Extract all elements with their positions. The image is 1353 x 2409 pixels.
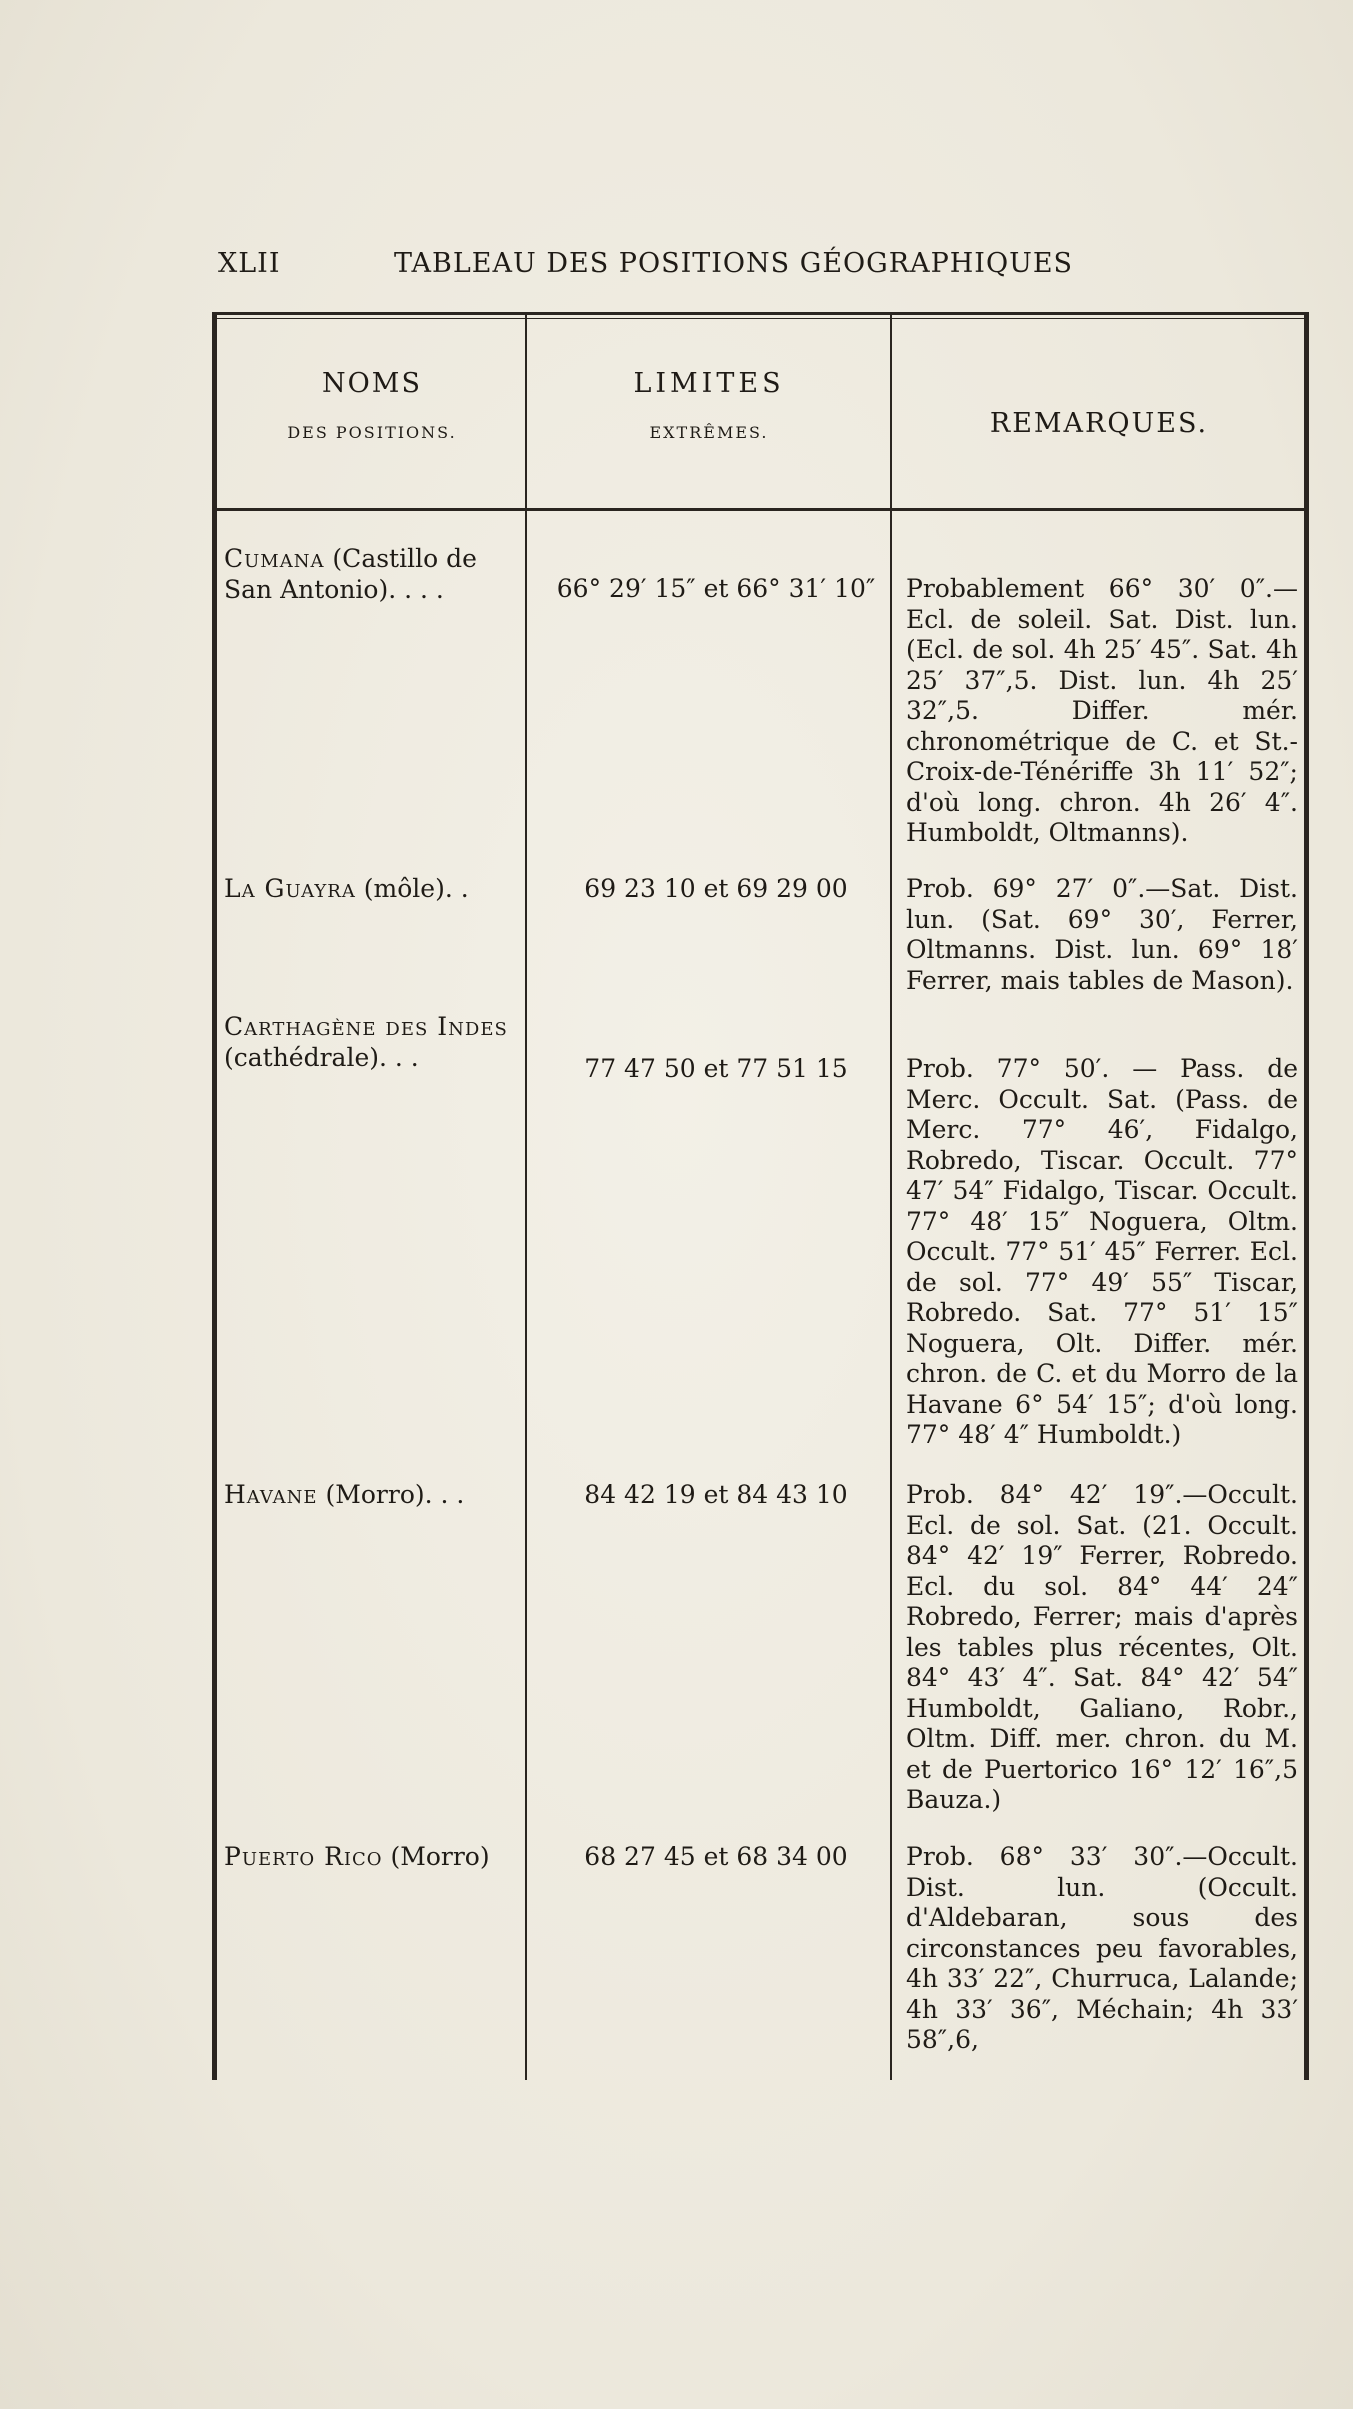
row-remarks-text: Probablement 66° 30′ 0″.— Ecl. de soleil. Sat. Dist. lun. (Ecl. de sol. 4h 25′ 45″. Sat. 4h 25′ 37″,5. Dist. lun. 4h 25′ 32″,5. Differ. mér. chronométrique de C. et St.-Croix-de-Ténériffe 3h 11′ 52″; d'où long. chron. 4h 26′ 4″. Humboldt, Oltmanns). [906,574,1298,847]
column-rule-1 [525,312,527,2080]
positions-table [212,312,1310,2080]
row-name [224,1842,524,1873]
row-limits: 84 42 19 et 84 43 10 [584,1480,848,1509]
header-limits [530,368,888,442]
row-name-detail: (Morro). . . [317,1480,465,1509]
page-number: XLII [218,248,281,279]
row-limits: 77 47 50 et 77 51 15 [584,1054,848,1083]
row-remarks-text: Prob. 84° 42′ 19″.—Occult. Ecl. de sol. Sat. (21. Occult. 84° 42′ 19″ Ferrer, Robredo. Ecl. du sol. 84° 44′ 24″ Robredo, Ferrer; mais d'après les tables plus récentes, Olt. 84° 43′ 4″. Sat. 84° 42′ 54″ Humboldt, Galiano, Robr., Oltm. Diff. mer. chron. du M. et de Puertorico 16° 12′ 16″,5 Bauza.) [906,1480,1298,1814]
header-remarks [896,408,1302,439]
row-limits: 68 27 45 et 68 34 00 [584,1842,848,1871]
header-bottom-rule [212,508,1309,511]
row-remarks [906,1054,1298,1451]
table-right-rule [1304,312,1309,2080]
row-remarks-text: Prob. 69° 27′ 0″.—Sat. Dist. lun. (Sat. 69° 30′, Ferrer, Oltmanns. Dist. lun. 69° 18′ Ferrer, mais tables de Mason). [906,874,1298,995]
row-name [224,1012,524,1073]
row-remarks-text: Prob. 68° 33′ 30″.—Occult. Dist. lun. (Occult. d'Aldebaran, sous des circonstances peu favorables, 4h 33′ 22″, Churruca, Lalande; 4h 33′ 36″, Méchain; 4h 33′ 58″,6, [906,1842,1298,2054]
row-name-main: Havane [224,1480,318,1509]
table-left-rule [212,312,217,2080]
row-name-main: La Guayra [224,874,356,903]
header-names [222,368,522,442]
row-name-detail: (cathédrale). . . [224,1042,419,1072]
header-names-top: NOMS [322,368,422,399]
row-name-detail: (Morro) [382,1842,490,1871]
header-names-bottom: DES POSITIONS. [287,423,457,442]
row-name [224,1480,524,1511]
running-head [218,248,1118,288]
row-remarks [906,1842,1298,2056]
row-limits: 69 23 10 et 69 29 00 [584,874,848,903]
running-title: TABLEAU DES POSITIONS GÉOGRAPHIQUES [394,248,1074,279]
row-name-main: Carthagène des Indes [224,1012,508,1041]
table-top-rule [212,312,1309,315]
row-remarks-text: Prob. 77° 50′. — Pass. de Merc. Occult. Sat. (Pass. de Merc. 77° 46′, Fidalgo, Robredo, Tiscar. Occult. 77° 47′ 54″ Fidalgo, Tiscar. Occult. 77° 48′ 15″ Noguera, Oltm. Occult. 77° 51′ 45″ Ferrer. Ecl. de sol. 77° 49′ 55″ Tiscar, Robredo. Sat. 77° 51′ 15″ Noguera, Olt. Differ. mér. chron. de C. et du Morro de la Havane 6° 54′ 15″; d'où long. 77° 48′ 4″ Humboldt.) [906,1054,1298,1449]
row-name-detail: (môle). . [355,874,469,903]
table-top-rule-thin [212,318,1309,319]
row-name [224,544,524,605]
row-name-main: Puerto Rico [224,1842,383,1871]
header-limits-bottom: EXTRÊMES. [649,423,769,442]
header-remarks-label: REMARQUES. [989,408,1209,439]
row-remarks [906,574,1298,849]
column-rule-2 [890,312,892,2080]
row-limits: 66° 29′ 15″ et 66° 31′ 10″ [556,574,876,603]
row-remarks [906,1480,1298,1816]
row-name [224,874,524,905]
header-limits-top: LIMITES [633,368,785,399]
row-name-main: Cumana [224,544,325,573]
row-remarks [906,874,1298,996]
row-name-detail: (Castillo de San Antonio). . . . [224,544,477,604]
